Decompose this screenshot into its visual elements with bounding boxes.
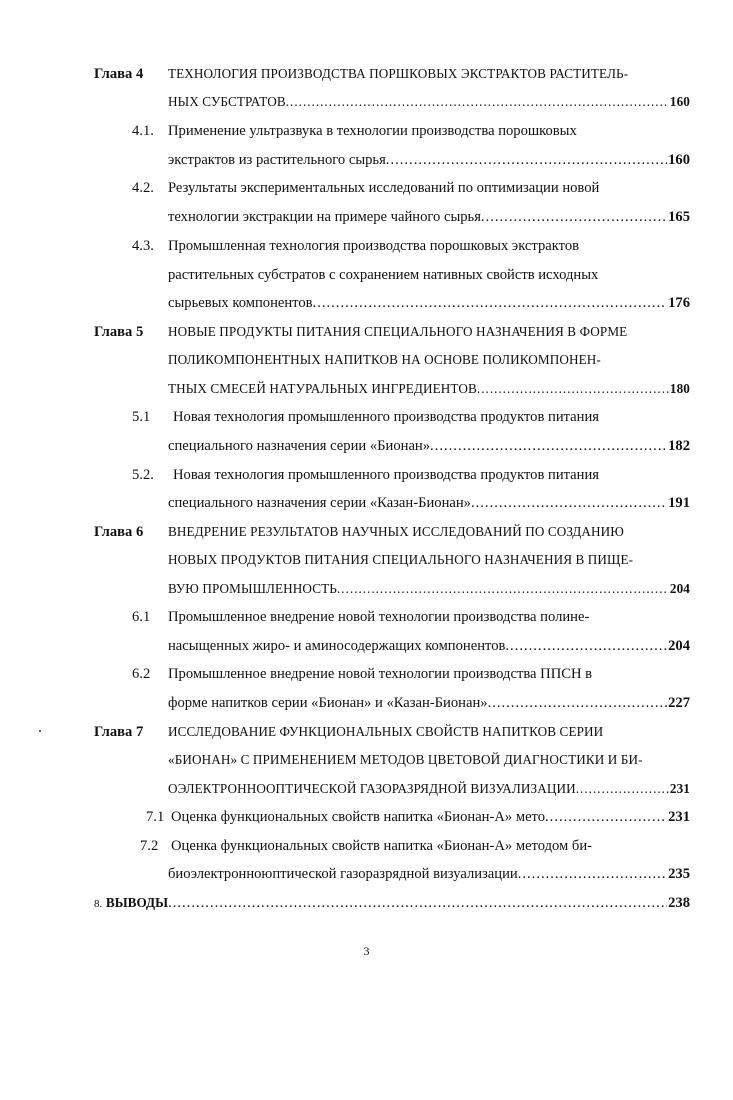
leader-dots <box>518 864 667 884</box>
leader-dots <box>505 636 667 656</box>
section-number: 4.3. <box>132 238 154 254</box>
chapter-5-title-line3[interactable]: ТНЫХ СМЕСЕЙ НАТУРАЛЬНЫХ ИНГРЕДИЕНТОВ ..... 180 <box>168 379 690 399</box>
page-ref: 238 <box>668 895 690 911</box>
leader-dots <box>576 779 669 799</box>
chapter-5-title-line1[interactable]: НОВЫЕ ПРОДУКТЫ ПИТАНИЯ СПЕЦИАЛЬНОГО НАЗНАЧЕНИЯ В ФОРМЕ <box>168 324 628 339</box>
chapter-6-title-line2[interactable]: НОВЫХ ПРОДУКТОВ ПИТАНИЯ СПЕЦИАЛЬНОГО НАЗНАЧЕНИЯ В ПИЩЕ- <box>168 552 634 567</box>
chapter-7-label: Глава 7 <box>94 724 144 740</box>
leader-dots <box>481 207 667 227</box>
page-ref: 160 <box>669 94 690 109</box>
chapter-6-title-line1[interactable]: ВНЕДРЕНИЕ РЕЗУЛЬТАТОВ НАУЧНЫХ ИССЛЕДОВАНИЙ ПО СОЗДАНИЮ <box>168 524 624 539</box>
chapter-5-title-line2[interactable]: ПОЛИКОМПОНЕНТНЫХ НАПИТКОВ НА ОСНОВЕ ПОЛИКОМПОНЕН- <box>168 352 601 367</box>
page-ref: 204 <box>669 581 690 596</box>
section-number: 5.1 <box>132 409 151 425</box>
section-4-1-line2[interactable]: экстрактов из растительного сырья ..... 160 <box>168 150 690 170</box>
leader-dots <box>386 150 667 170</box>
leader-dots <box>471 493 667 513</box>
section-number: 5.2. <box>132 467 154 483</box>
leader-dots <box>168 893 667 913</box>
leader-dots <box>286 92 669 112</box>
page-ref: 204 <box>668 638 690 654</box>
section-4-3-line1[interactable]: Промышленная технология производства порошковых экстрактов <box>168 238 580 254</box>
section-6-2-line2[interactable]: форме напитков серии «Бионан» и «Казан-Бионан» ..... 227 <box>168 693 690 713</box>
chapter-7-title-line3[interactable]: ОЭЛЕКТРОННООПТИЧЕСКОЙ ГАЗОРАЗРЯДНОЙ ВИЗУАЛИЗАЦИИ ..... 231 <box>168 779 690 799</box>
section-4-3-line2[interactable]: растительных субстратов с сохранением нативных свойств исходных <box>168 267 599 283</box>
chapter-6-label: Глава 6 <box>94 524 144 540</box>
page-ref: 231 <box>669 781 690 796</box>
section-number: 4.1. <box>132 123 154 139</box>
conclusions-label: ВЫВОДЫ <box>105 895 169 910</box>
section-7-2-line2[interactable]: биоэлектронноюптической газоразрядной визуализации ..... 235 <box>168 864 690 884</box>
chapter-4-title-line1[interactable] <box>168 64 690 84</box>
section-5-2-line2[interactable]: специального назначения серии «Казан-Бионан» ..... 191 <box>168 493 690 513</box>
section-number: 7.2 <box>140 838 159 854</box>
section-4-1-line1[interactable]: Применение ультразвука в технологии производства порошковых <box>168 123 577 139</box>
section-5-1-line2[interactable]: специального назначения серии «Бионан» ..... 182 <box>168 436 690 456</box>
section-number: 6.1 <box>132 609 151 625</box>
page-ref: 231 <box>668 809 690 825</box>
section-5-2-line1[interactable]: Новая технология промышленного производства продуктов питания <box>173 467 599 483</box>
chapter-5-label: Глава 5 <box>94 324 144 340</box>
page-ref: 182 <box>668 438 690 454</box>
section-6-1-line1[interactable]: Промышленное внедрение новой технологии производства полине- <box>168 609 590 625</box>
leader-dots <box>337 579 669 599</box>
leader-dots <box>545 807 667 827</box>
page-ref: 176 <box>668 295 690 311</box>
page-ref: 235 <box>668 866 690 882</box>
chapter-6-title-line3[interactable]: ВУЮ ПРОМЫШЛЕННОСТЬ ..... 204 <box>168 579 690 599</box>
conclusions-entry[interactable] <box>94 893 690 914</box>
section-4-2-line1[interactable]: Результаты экспериментальных исследований по оптимизации новой <box>168 180 600 196</box>
section-number: 7.1 <box>146 809 165 825</box>
page-ref: 191 <box>668 495 690 511</box>
chapter-4-title-line2[interactable]: НЫХ СУБСТРАТОВ ..... 160 <box>168 92 690 112</box>
leader-dots <box>430 436 667 456</box>
section-7-1-line1[interactable]: Оценка функциональных свойств напитка «Бионан-А» мето ..... 231 <box>171 807 690 827</box>
page-ref: 227 <box>668 695 690 711</box>
section-6-1-line2[interactable]: насыщенных жиро- и аминосодержащих компонентов ..... 204 <box>168 636 690 656</box>
page-ref: 165 <box>668 209 690 225</box>
chapter-7-title-line2[interactable]: «БИОНАН» С ПРИМЕНЕНИЕМ МЕТОДОВ ЦВЕТОВОЙ ДИАГНОСТИКИ И БИ- <box>168 752 643 767</box>
chapter-4-label: Глава 4 <box>94 66 144 82</box>
leader-dots <box>313 293 668 313</box>
section-number: 4.2. <box>132 180 154 196</box>
page-ref: 180 <box>669 381 690 396</box>
page-ref: 160 <box>668 152 690 168</box>
section-4-3-line3[interactable]: сырьевых компонентов ..... 176 <box>168 293 690 313</box>
section-number: 6.2 <box>132 666 151 682</box>
scan-speck <box>39 730 41 732</box>
leader-dots <box>477 379 669 399</box>
conclusions-number: 8. <box>94 898 103 910</box>
section-5-1-line1[interactable]: Новая технология промышленного производства продуктов питания <box>173 409 599 425</box>
section-4-2-line2[interactable]: технологии экстракции на примере чайного сырья ..... 165 <box>168 207 690 227</box>
section-7-2-line1[interactable]: Оценка функциональных свойств напитка «Бионан-А» методом би- <box>171 838 593 854</box>
chapter-7-title-line1[interactable]: ИССЛЕДОВАНИЕ ФУНКЦИОНАЛЬНЫХ СВОЙСТВ НАПИТКОВ СЕРИИ <box>168 724 604 739</box>
section-6-2-line1[interactable]: Промышленное внедрение новой технологии производства ППСН в <box>168 666 593 682</box>
page-number: 3 <box>363 944 370 958</box>
chapter-4-title-text: ТЕХНОЛОГИЯ ПРОИЗВОДСТВА ПОРШКОВЫХ ЭКСТРАКТОВ РАСТИТЕЛЬ- <box>168 66 629 81</box>
leader-dots <box>488 693 668 713</box>
